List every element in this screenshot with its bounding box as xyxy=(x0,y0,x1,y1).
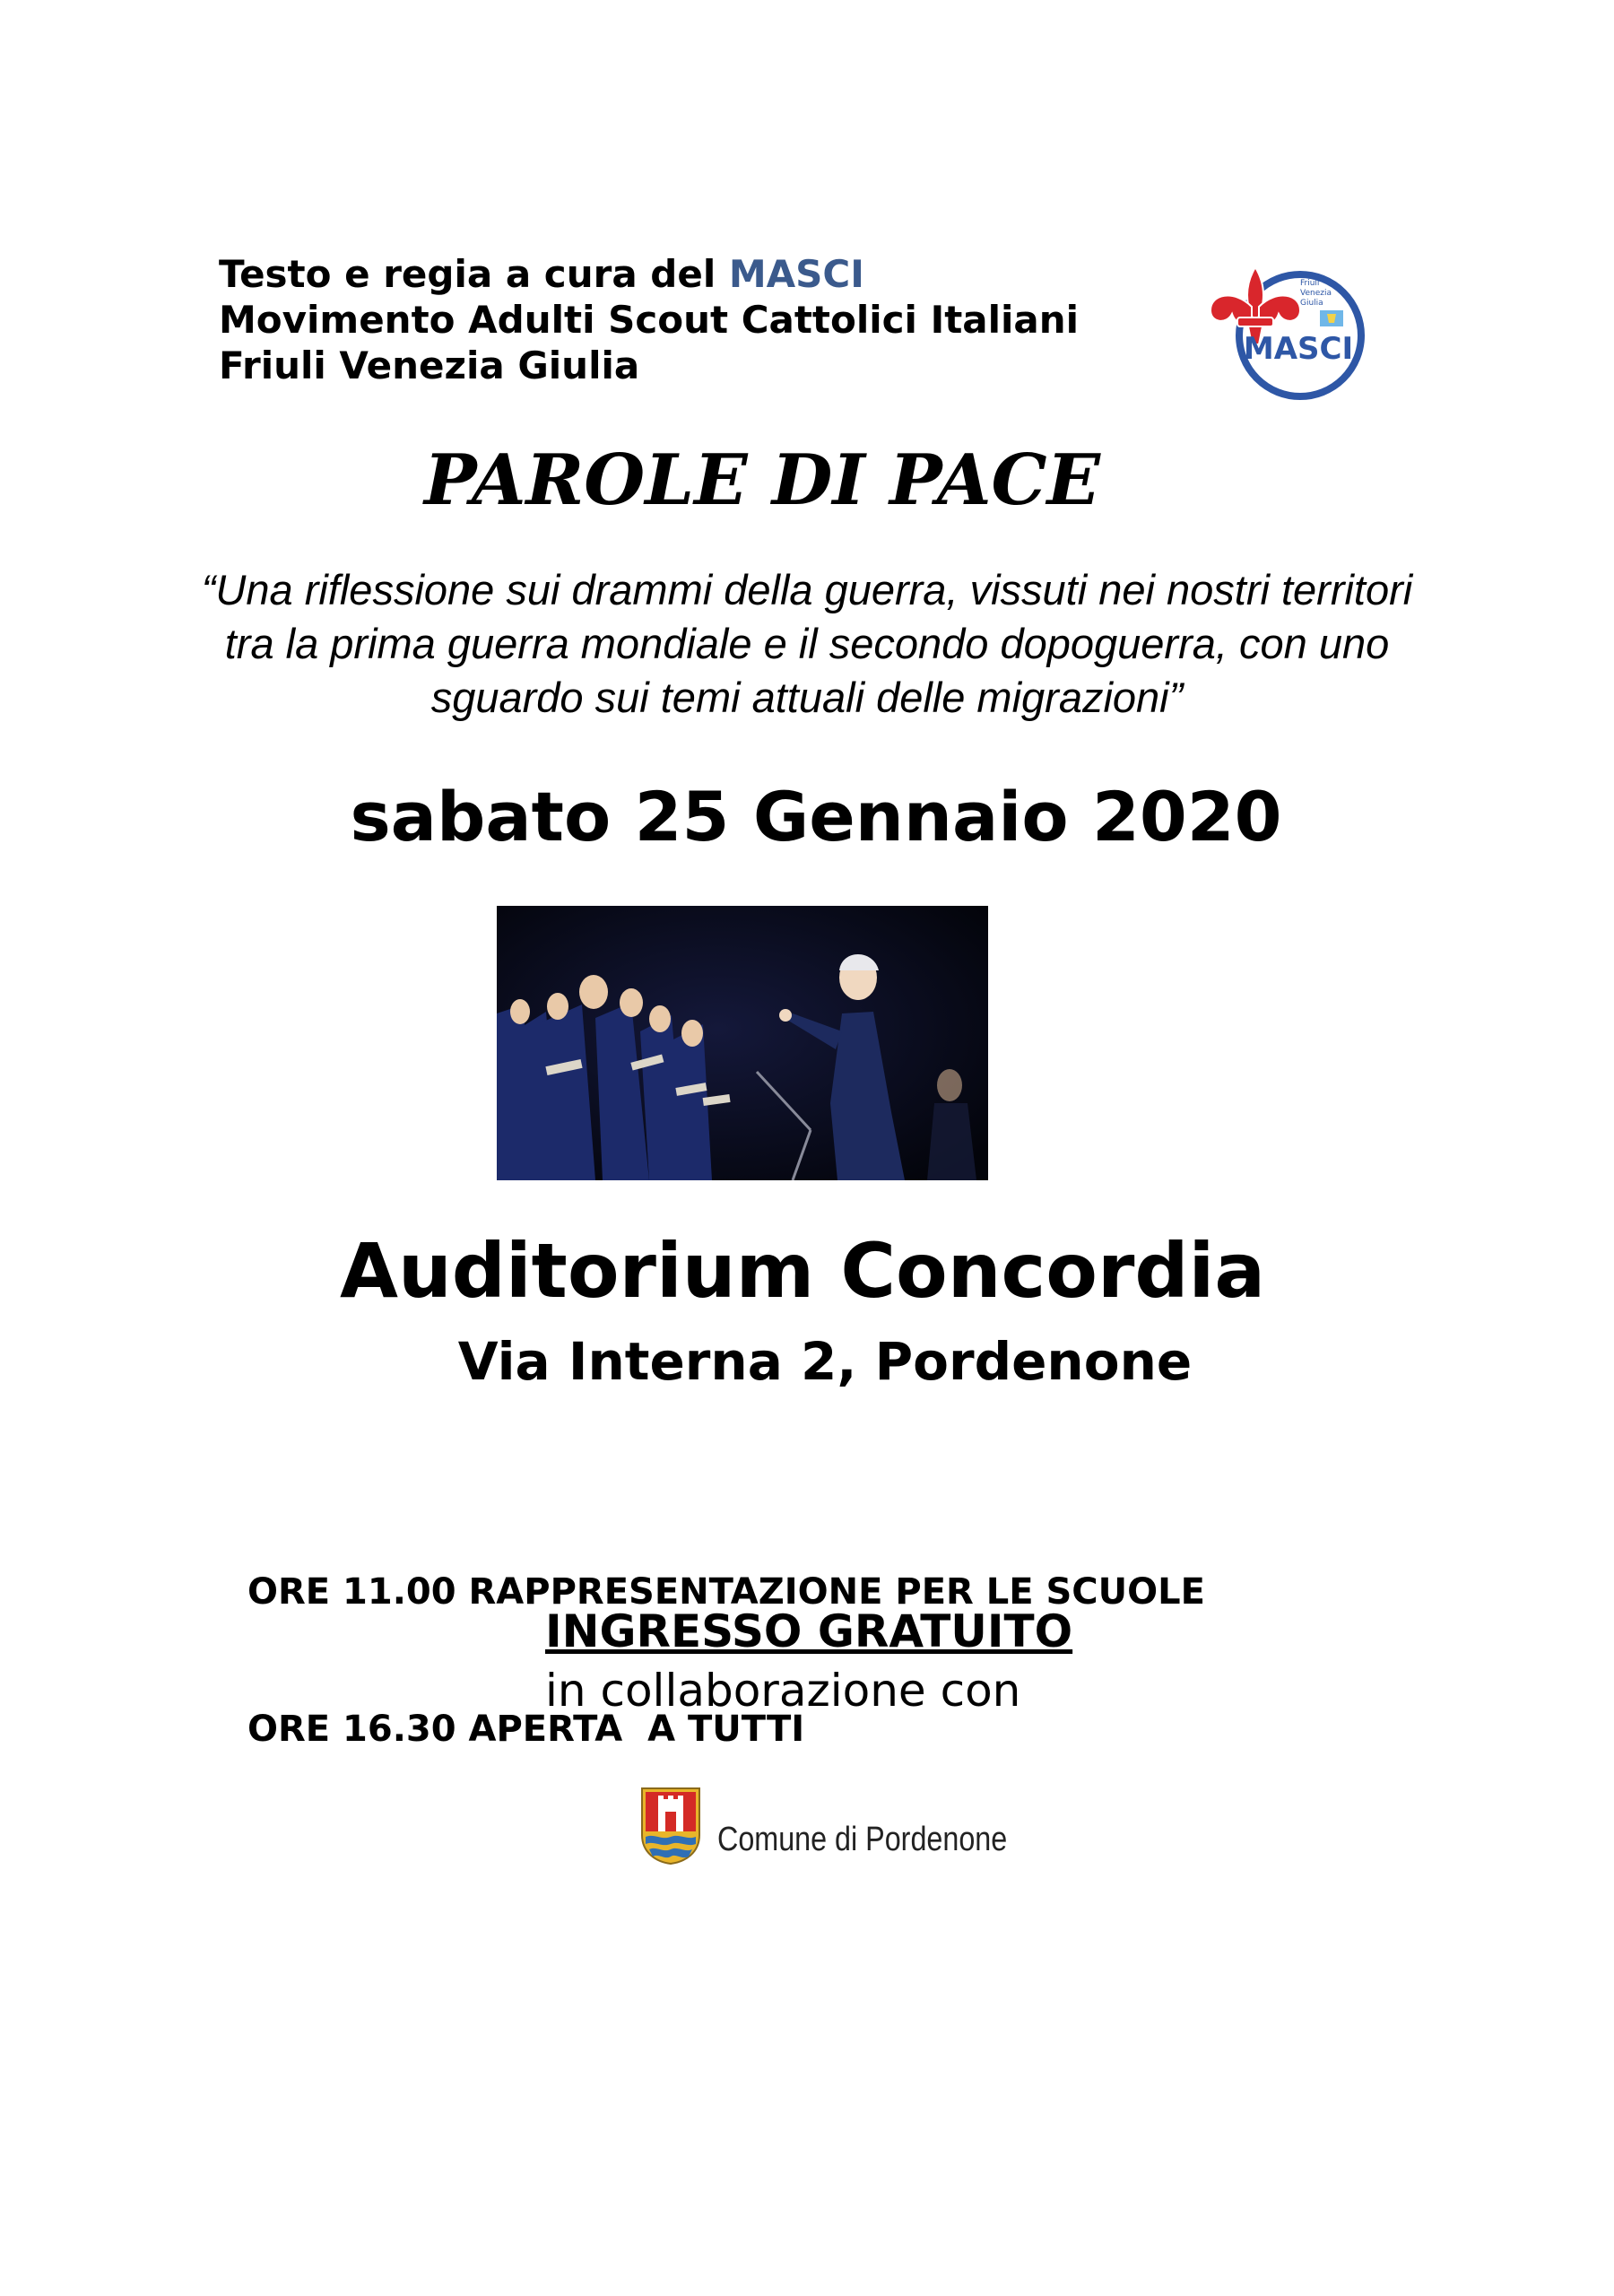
choir-photo xyxy=(497,906,988,1180)
comune-coat-of-arms-icon xyxy=(638,1785,703,1866)
masci-logo-region-3: Giulia xyxy=(1300,299,1323,308)
masci-logo-region-1: Friuli xyxy=(1300,279,1320,288)
organizer-header xyxy=(219,251,1079,388)
event-title: PAROLE DI PACE xyxy=(423,439,1101,521)
schedule-line-schools: ORE 11.00 RAPPRESENTAZIONE PER LE SCUOLE xyxy=(247,1571,1205,1613)
venue-address: Via Interna 2, Pordenone xyxy=(457,1331,1193,1392)
header-line-3: Friuli Venezia Giulia xyxy=(219,344,640,387)
collaboration-label: in collaborazione con xyxy=(545,1665,1021,1717)
event-description: “Una riflessione sui drammi della guerra, vissuti nei nostri territori tra la prima guerra mondiale e il secondo dopoguerra, con uno sguardo sui temi attuali delle migrazioni” xyxy=(201,566,1413,721)
masci-logo-text: MASCI xyxy=(1243,331,1354,367)
event-date: sabato 25 Gennaio 2020 xyxy=(350,777,1282,857)
free-entry-label: INGRESSO GRATUITO xyxy=(545,1605,1073,1657)
header-line-2: Movimento Adulti Scout Cattolici Italiani xyxy=(219,298,1080,342)
masci-logo-region-2: Venezia xyxy=(1300,289,1332,298)
venue-name: Auditorium Concordia xyxy=(339,1227,1266,1315)
masci-logo xyxy=(1202,258,1372,402)
header-line-1: Testo e regia a cura del MASCI xyxy=(219,252,864,296)
masci-highlight: MASCI xyxy=(728,252,864,296)
partner-name: Comune di Pordenone xyxy=(717,1821,1008,1858)
choir-performance-image xyxy=(497,906,988,1180)
schedule-line-public: ORE 16.30 APERTA A TUTTI xyxy=(247,1709,805,1750)
